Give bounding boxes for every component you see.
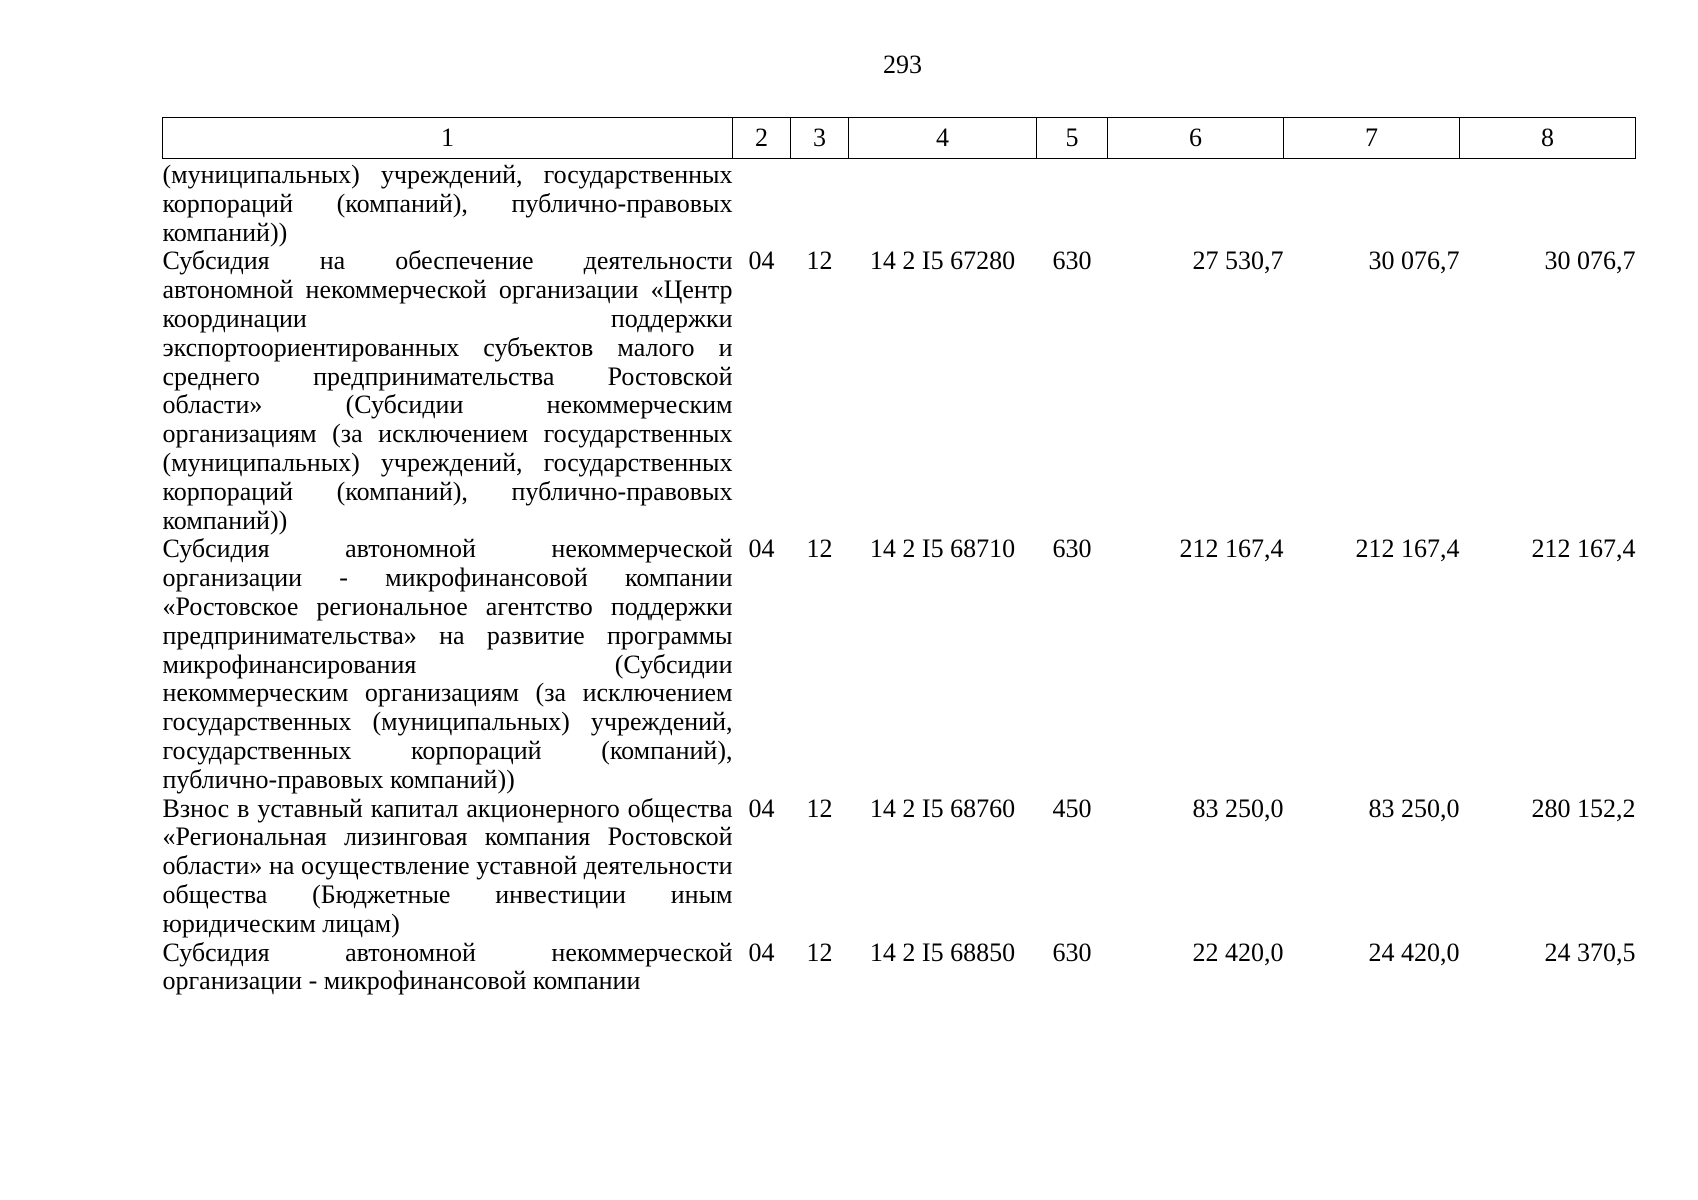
row-expense-type: 450 <box>1052 793 1092 823</box>
row-amount-col6: 27 530,7 <box>1192 246 1284 276</box>
table-header-row <box>163 118 1636 159</box>
table-row <box>163 939 1636 997</box>
row-target-article: 14 2 I5 68760 <box>869 793 1016 823</box>
row-section-code: 04 <box>748 534 775 564</box>
row-subsection-code: 12 <box>806 246 833 276</box>
column-header-3: 3 <box>791 118 849 159</box>
column-header-4: 4 <box>849 118 1037 159</box>
row-amount-col6: 83 250,0 <box>1192 793 1284 823</box>
table-row <box>163 159 1636 248</box>
column-header-5: 5 <box>1037 118 1108 159</box>
row-target-article <box>849 159 1037 248</box>
row-amount-col7: 212 167,4 <box>1355 534 1460 564</box>
row-target-article: 14 2 I5 67280 <box>869 246 1016 276</box>
row-section-code: 04 <box>748 793 775 823</box>
row-section-code: 04 <box>748 937 775 967</box>
row-subsection-code: 12 <box>806 793 833 823</box>
row-amount-col8 <box>1460 159 1636 248</box>
column-header-6: 6 <box>1108 118 1284 159</box>
row-subsection-code <box>791 159 849 248</box>
column-header-7: 7 <box>1284 118 1460 159</box>
budget-table <box>162 117 1636 996</box>
column-header-1: 1 <box>163 118 733 159</box>
table-row <box>163 795 1636 939</box>
row-amount-col7 <box>1284 159 1460 248</box>
row-description: Субсидия на обеспечение деятельности автономной некоммерческой организации «Центр координации поддержки экспортоориентированных субъектов малого и среднего предпринимательства Ростовской области» (Субсидии некоммерческим организациям (за исключением государственных (муниципальных) учреждений, государственных корпораций (компаний), публично-правовых компаний)) <box>162 246 733 535</box>
row-amount-col7: 30 076,7 <box>1368 246 1460 276</box>
column-header-2: 2 <box>733 118 791 159</box>
row-subsection-code: 12 <box>806 534 833 564</box>
row-description: Взнос в уставный капитал акционерного общества «Региональная лизинговая компания Ростовской области» на осуществление уставной деятельности общества (Бюджетные инвестиции иным юридическим лицам) <box>162 793 733 938</box>
row-description: Субсидия автономной некоммерческой организации - микрофинансовой компании <box>162 937 733 996</box>
row-target-article: 14 2 I5 68850 <box>869 937 1016 967</box>
row-amount-col7: 24 420,0 <box>1368 937 1460 967</box>
page-number: 293 <box>883 50 922 79</box>
row-expense-type <box>1037 159 1108 248</box>
row-amount-col6 <box>1108 159 1284 248</box>
row-amount-col6: 212 167,4 <box>1179 534 1284 564</box>
row-description: Субсидия автономной некоммерческой организации - микрофинансовой компании «Ростовское региональное агентство поддержки предпринимательства» на развитие программы микрофинансирования (Субсидии некоммерческим организациям (за исключением государственных (муниципальных) учреждений, государственных корпораций (компаний), публично-правовых компаний)) <box>162 534 733 794</box>
row-amount-col6: 22 420,0 <box>1192 937 1284 967</box>
row-description: (муниципальных) учреждений, государственных корпораций (компаний), публично-правовых компаний)) <box>162 160 733 247</box>
table-row <box>163 535 1636 794</box>
table-row <box>163 247 1636 535</box>
row-amount-col8: 280 152,2 <box>1531 793 1636 823</box>
column-header-8: 8 <box>1460 118 1636 159</box>
row-amount-col8: 212 167,4 <box>1531 534 1636 564</box>
row-expense-type: 630 <box>1052 534 1092 564</box>
row-target-article: 14 2 I5 68710 <box>869 534 1016 564</box>
row-expense-type: 630 <box>1052 937 1092 967</box>
row-section-code: 04 <box>748 246 775 276</box>
row-expense-type: 630 <box>1052 246 1092 276</box>
row-subsection-code: 12 <box>806 937 833 967</box>
row-amount-col8: 30 076,7 <box>1544 246 1636 276</box>
row-amount-col7: 83 250,0 <box>1368 793 1460 823</box>
row-amount-col8: 24 370,5 <box>1544 937 1636 967</box>
row-section-code <box>733 159 791 248</box>
